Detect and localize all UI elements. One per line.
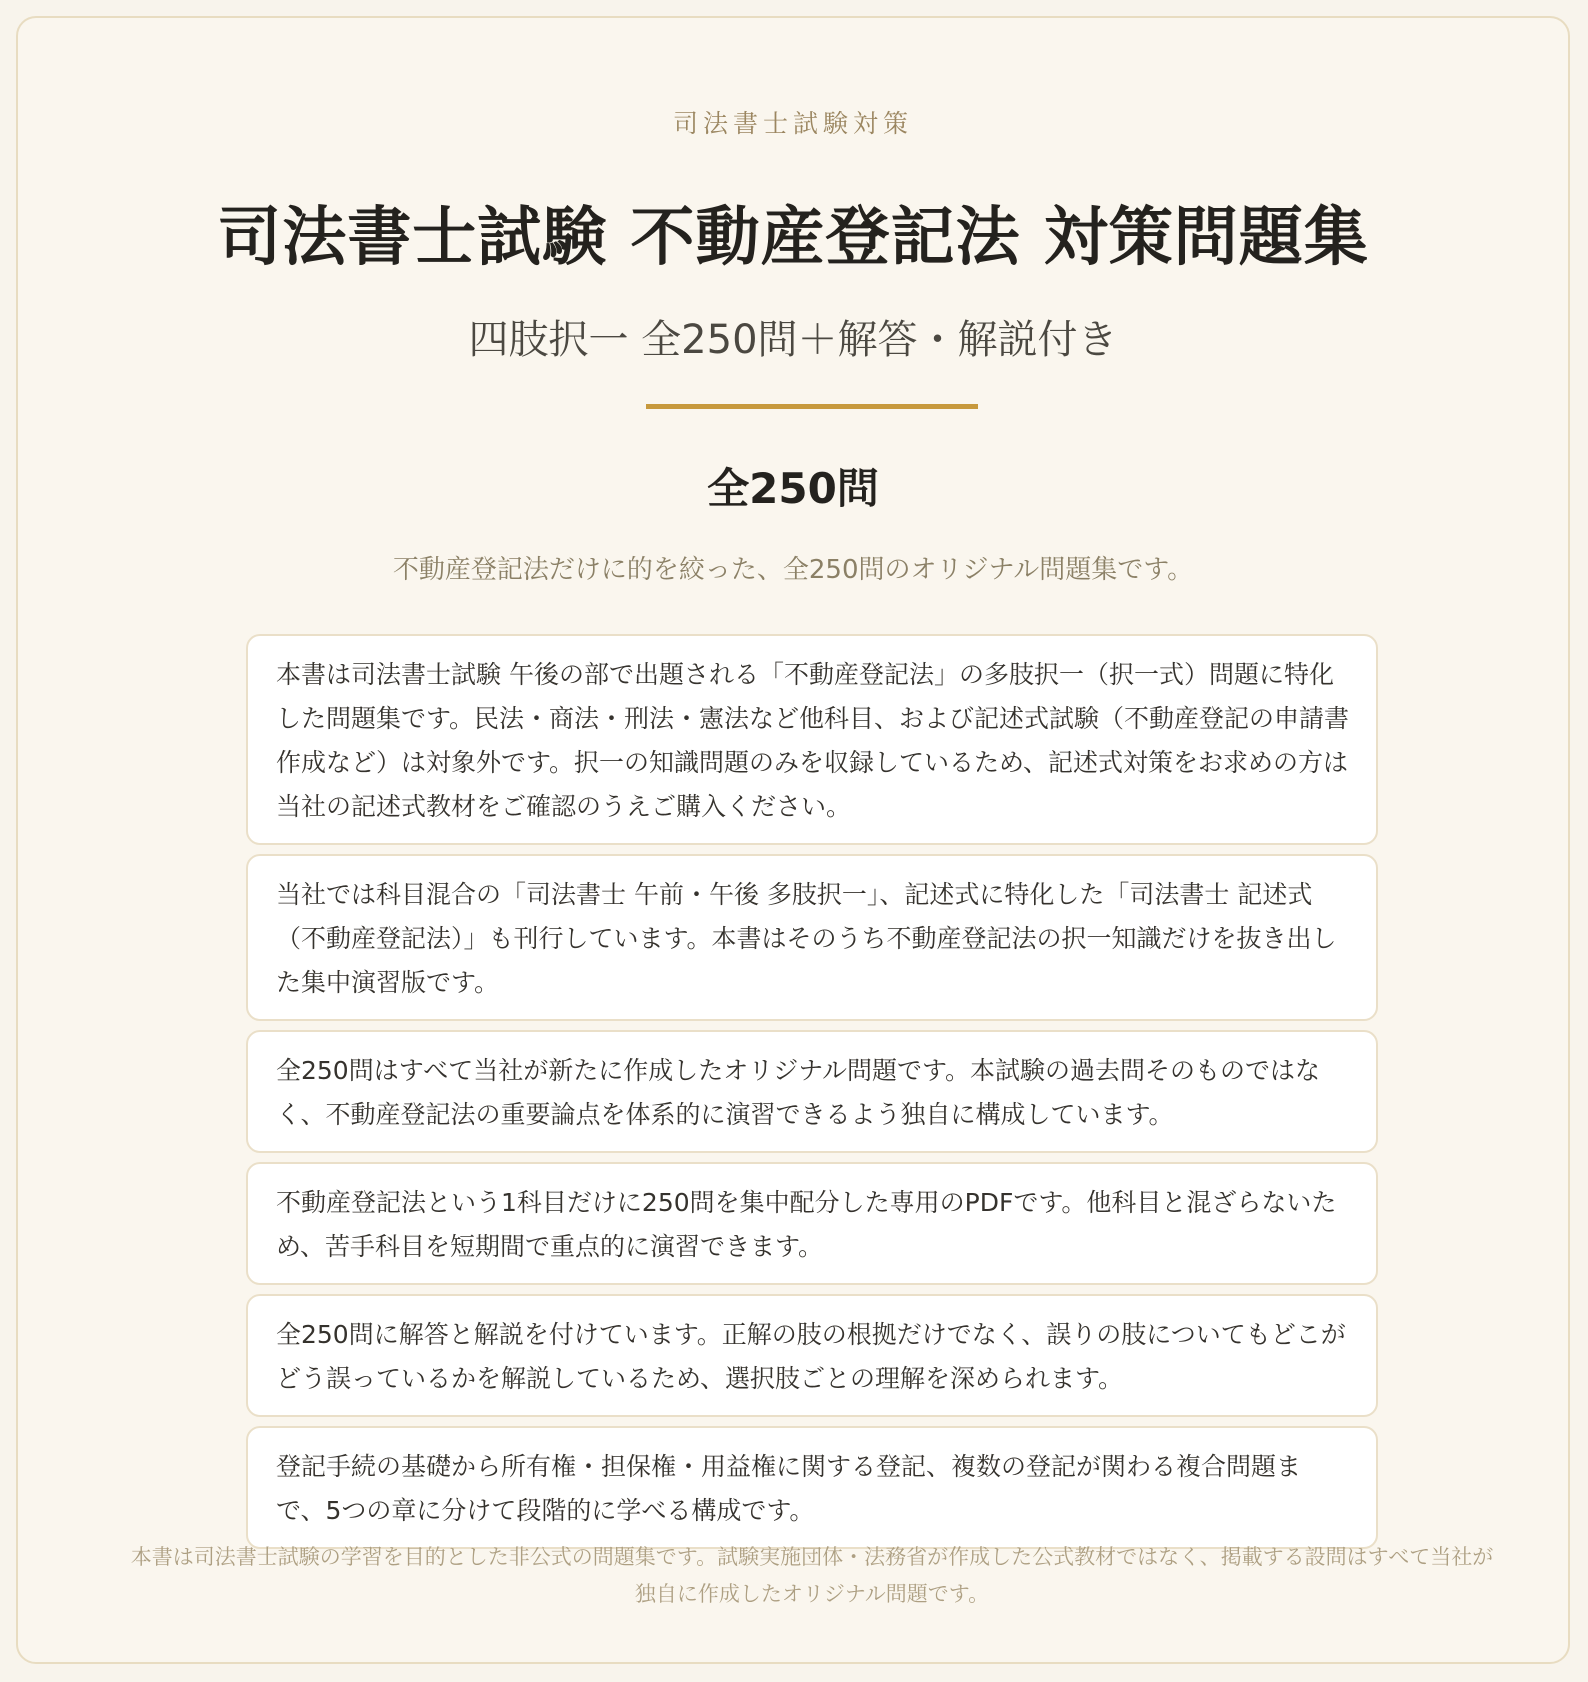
disclaimer: 本書は司法書士試験の学習を目的とした非公式の問題集です。試験実施団体・法務省が作成した公式教材ではなく、掲載する設問はすべて当社が独自に作成したオリジナル問題です。 — [130, 1545, 1494, 1606]
product-description-card — [16, 16, 1570, 1664]
feature-card-explanations: 全250問に解答と解説を付けています。正解の肢の根拠だけでなく、誤りの肢についてもどこがどう誤っているかを解説しているため、選択肢ごとの理解を深められます。 — [246, 1294, 1378, 1417]
feature-list — [246, 634, 1378, 1558]
subtitle: 四肢択一 全250問＋解答・解説付き — [468, 317, 1118, 363]
question-count: 全250問 — [707, 464, 879, 513]
feature-card-scope: 本書は司法書士試験 午後の部で出題される「不動産登記法」の多肢択一（択一式）問題に特化した問題集です。民法・商法・刑法・憲法など他科目、および記述式試験（不動産登記の申請書作成など）は対象外です。択一の知識問題のみを収録しているため、記述式対策をお求めの方は当社の記述式教材をご確認のうえご購入ください。 — [246, 634, 1378, 845]
accent-divider — [646, 404, 978, 409]
category-label: 司法書士試験対策 — [672, 109, 913, 138]
feature-card-original-questions: 全250問はすべて当社が新たに作成したオリジナル問題です。本試験の過去問そのものではなく、不動産登記法の重要論点を体系的に演習できるよう独自に構成しています。 — [246, 1030, 1378, 1153]
feature-card-structure: 登記手続の基礎から所有権・担保権・用益権に関する登記、複数の登記が関わる複合問題まで、5つの章に分けて段階的に学べる構成です。 — [246, 1426, 1378, 1549]
lead-text: 不動産登記法だけに的を絞った、全250問のオリジナル問題集です。 — [392, 555, 1194, 585]
feature-card-related-titles: 当社では科目混合の「司法書士 午前・午後 多肢択一」、記述式に特化した「司法書士 記述式（不動産登記法）」も刊行しています。本書はそのうち不動産登記法の択一知識だけを抜き出した集中演習版です。 — [246, 854, 1378, 1021]
feature-card-single-subject: 不動産登記法という1科目だけに250問を集中配分した専用のPDFです。他科目と混ざらないため、苦手科目を短期間で重点的に演習できます。 — [246, 1162, 1378, 1285]
page-title: 司法書士試験 不動産登記法 対策問題集 — [217, 201, 1369, 275]
